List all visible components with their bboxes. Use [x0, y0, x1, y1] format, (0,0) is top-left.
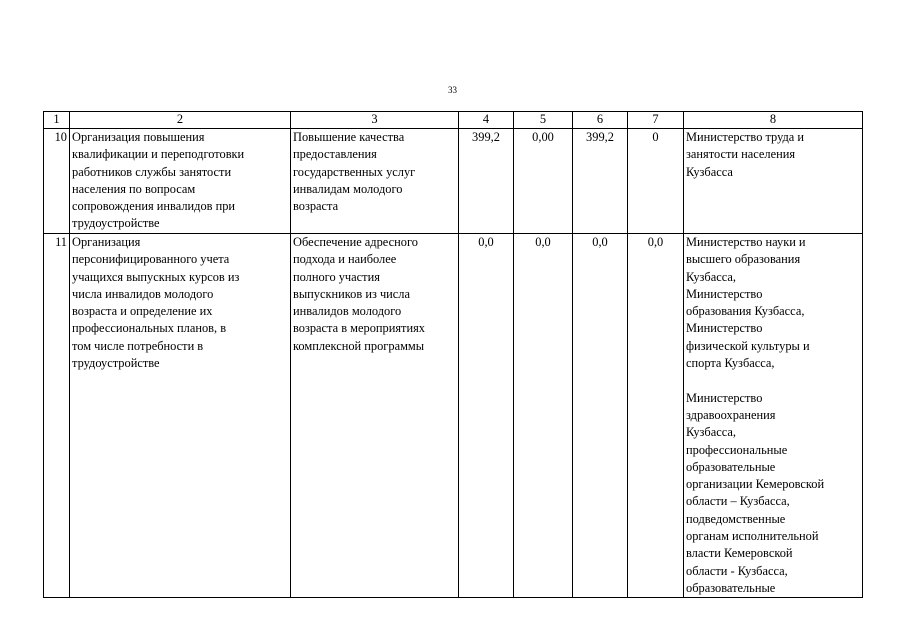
- header-cell: 5: [514, 112, 573, 129]
- event-cell: Организация повышения квалификации и переподготовки работников службы занятости населения по вопросам сопровождения инвалидов при трудоустройстве: [70, 129, 291, 234]
- value-cell: 0,0: [628, 234, 684, 598]
- header-cell: 8: [684, 112, 863, 129]
- value-cell: 399,2: [459, 129, 514, 234]
- responsible-cell: Министерство труда и занятости населения Кузбасса: [684, 129, 863, 234]
- result-cell: Повышение качества предоставления государственных услуг инвалидам молодого возраста: [291, 129, 459, 234]
- value-cell: 0,0: [573, 234, 628, 598]
- header-cell: 1: [44, 112, 70, 129]
- value-cell: 0,0: [459, 234, 514, 598]
- header-cell: 4: [459, 112, 514, 129]
- table-row: [44, 234, 863, 598]
- value-cell: 0,0: [514, 234, 573, 598]
- value-cell: 0,00: [514, 129, 573, 234]
- header-cell: 2: [70, 112, 291, 129]
- row-number: 10: [44, 129, 70, 234]
- header-cell: 6: [573, 112, 628, 129]
- program-activities-table: [43, 111, 863, 598]
- value-cell: 0: [628, 129, 684, 234]
- table-row: [44, 129, 863, 234]
- header-cell: 3: [291, 112, 459, 129]
- header-cell: 7: [628, 112, 684, 129]
- event-cell: Организация персонифицированного учета учащихся выпускных курсов из числа инвалидов молодого возраста и определение их профессиональных планов, в том числе потребности в трудоустройстве: [70, 234, 291, 598]
- page-number: 33: [448, 85, 457, 95]
- row-number: 11: [44, 234, 70, 598]
- responsible-cell: Министерство науки и высшего образования Кузбасса, Министерство образования Кузбасса, Министерство физической культуры и спорта Кузбасса, Министерство здравоохранения Кузбасса, профессиональные образовательные организации Кемеровской области – Кузбасса, подведомственные органам исполнительной власти Кемеровской области - Кузбасса, образовательные: [684, 234, 863, 598]
- value-cell: 399,2: [573, 129, 628, 234]
- result-cell: Обеспечение адресного подхода и наиболее полного участия выпускников из числа инвалидов молодого возраста в мероприятиях комплексной программы: [291, 234, 459, 598]
- table-header-row: [44, 112, 863, 129]
